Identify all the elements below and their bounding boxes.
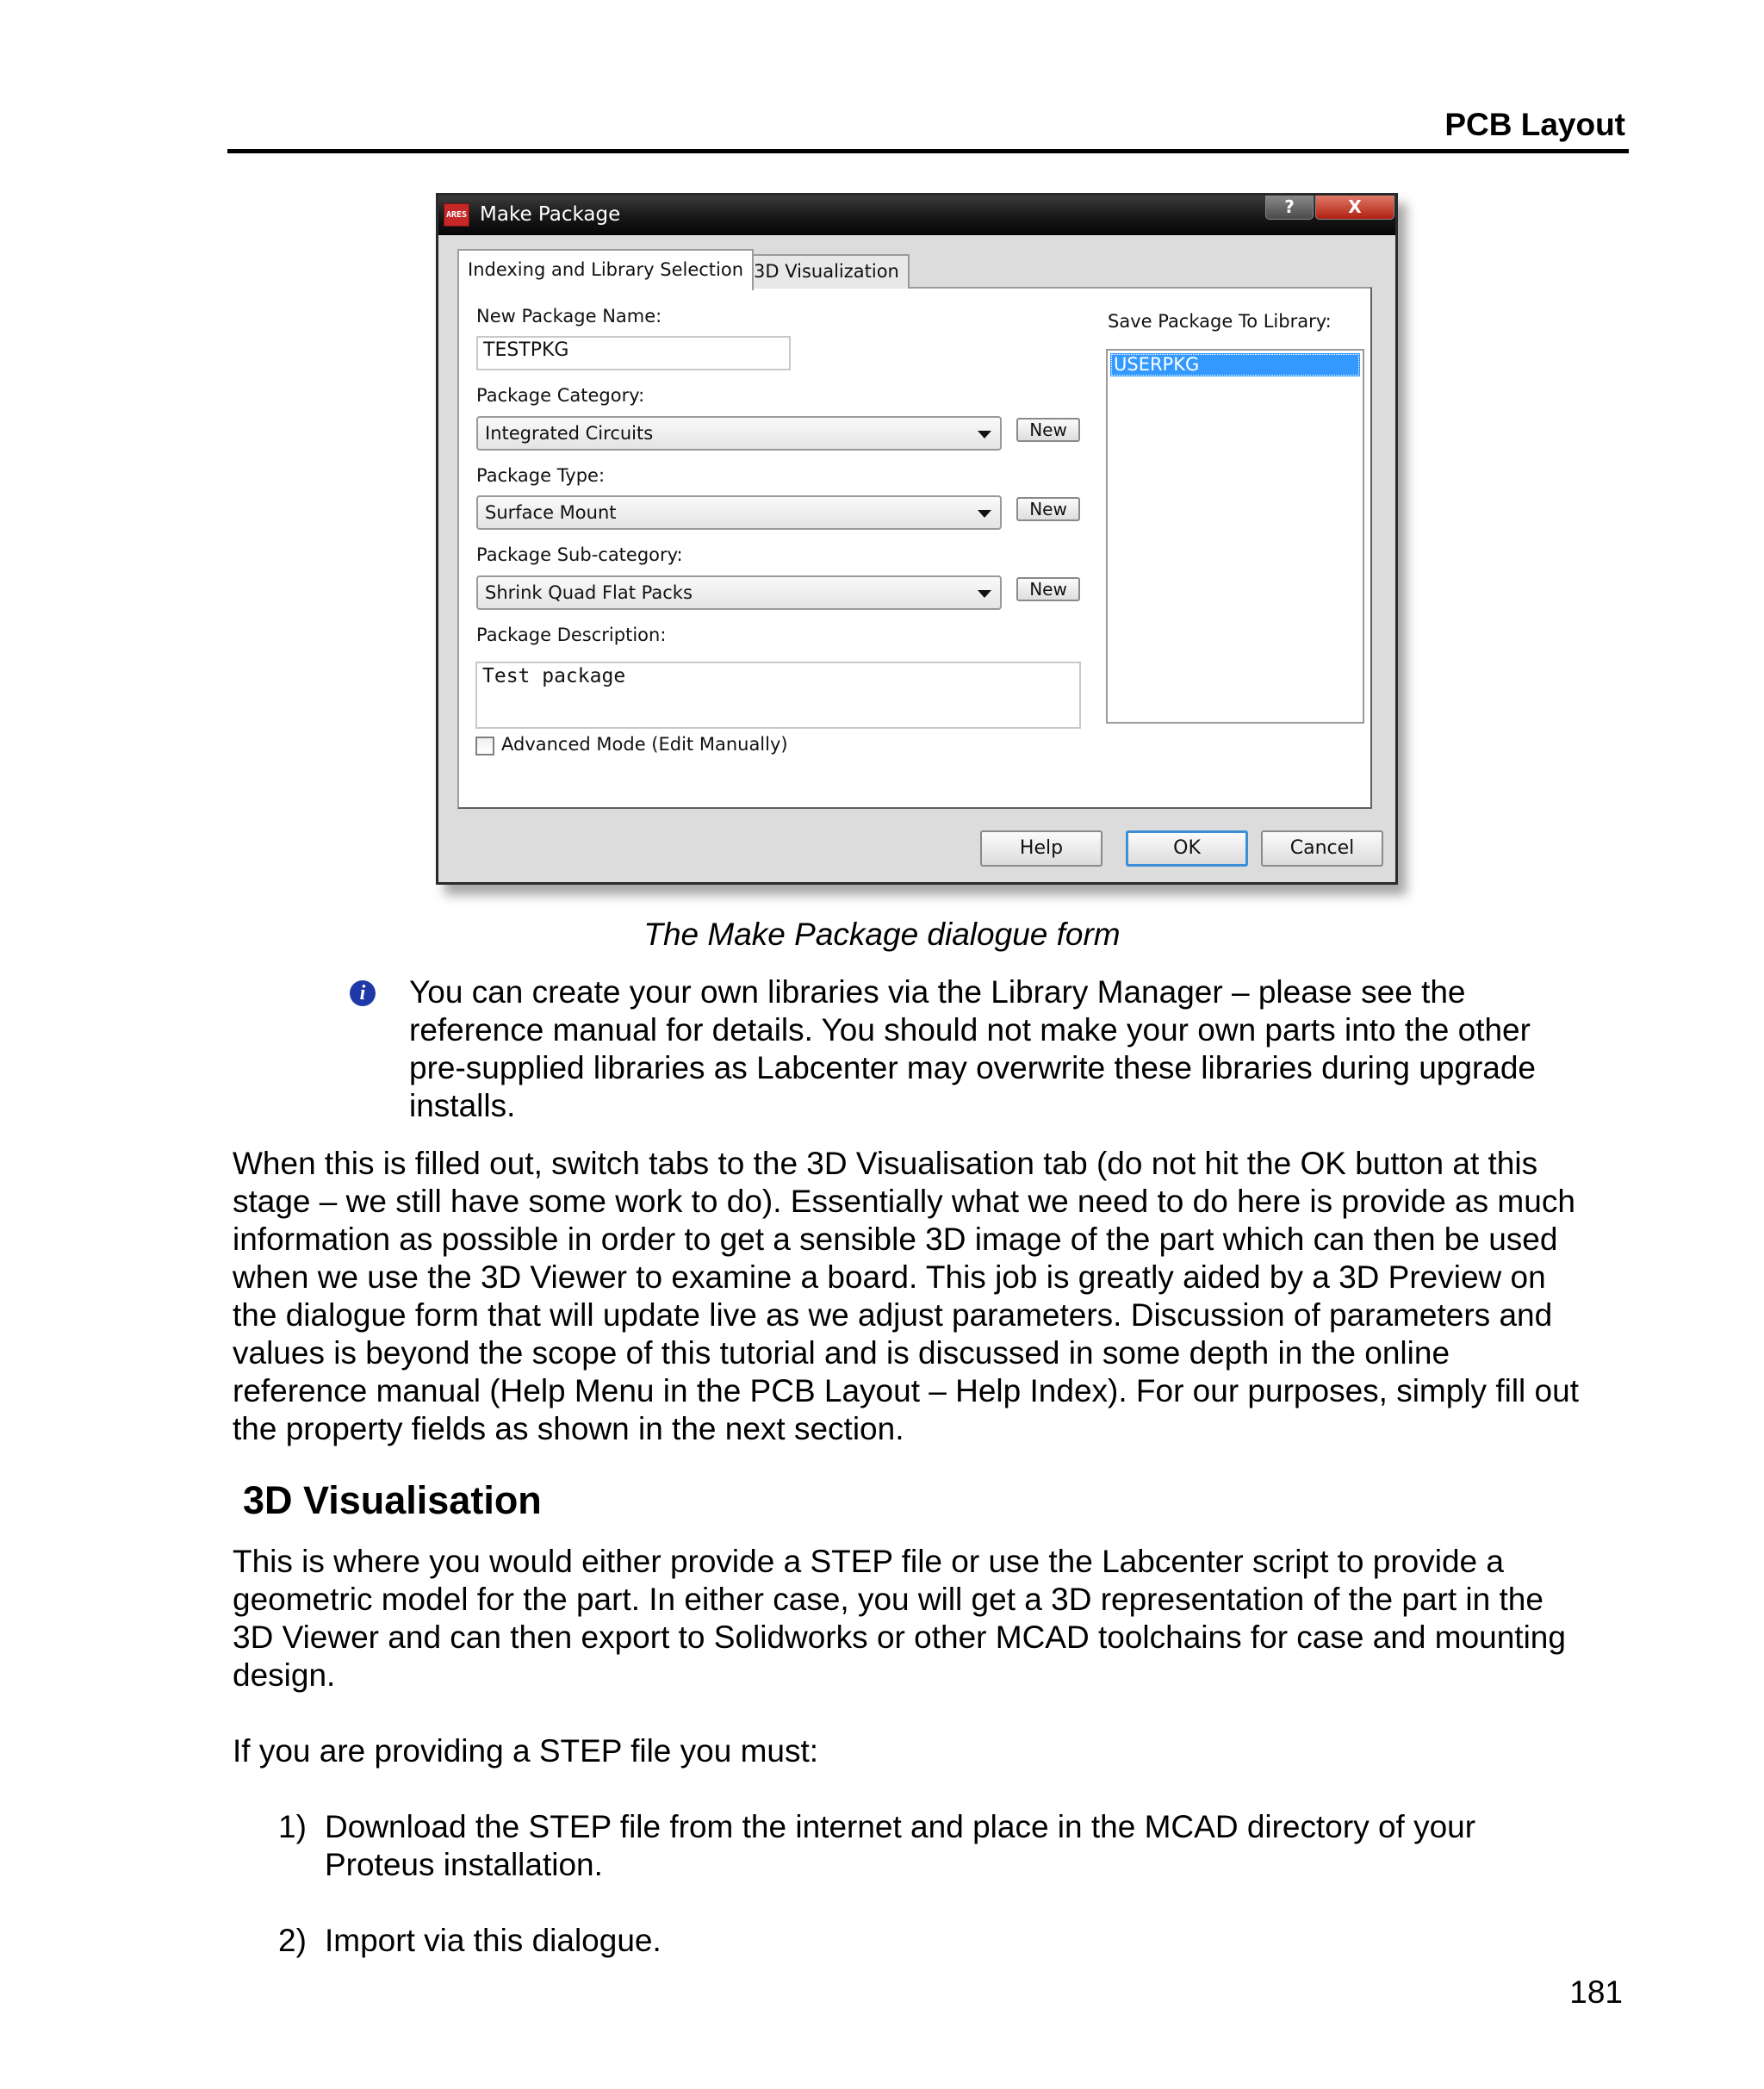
tab-3d-visualization[interactable]: 3D Visualization <box>743 254 910 289</box>
page-number: 181 <box>1569 1974 1623 2010</box>
text-line: reference manual for details. You should not make your own parts into the other <box>409 1012 1531 1048</box>
text-line: installs. <box>409 1088 516 1123</box>
text-line: 3D Viewer and can then export to Solidworks or other MCAD toolchains for case and mounting <box>233 1620 1566 1655</box>
text-line: the property fields as shown in the next section. <box>233 1411 904 1446</box>
section-heading: 3D Visualisation <box>243 1478 542 1522</box>
tab-indexing-library[interactable]: Indexing and Library Selection <box>457 249 754 290</box>
package-category-value: Integrated Circuits <box>485 423 654 444</box>
package-description-label: Package Description: <box>476 625 667 645</box>
text-line: when we use the 3D Viewer to examine a board. This job is greatly aided by a 3D Preview on <box>233 1259 1546 1295</box>
advanced-mode-label: Advanced Mode (Edit Manually) <box>501 734 788 755</box>
save-to-library-label: Save Package To Library: <box>1108 311 1332 332</box>
new-category-button[interactable]: New <box>1016 418 1080 442</box>
running-header: PCB Layout <box>1444 107 1625 142</box>
package-type-select[interactable] <box>476 495 1002 530</box>
text-line: Import via this dialogue. <box>325 1923 662 1958</box>
body-paragraph <box>233 1543 1566 1694</box>
text-line: values is beyond the scope of this tutorial and is discussed in some depth in the online <box>233 1335 1450 1371</box>
new-package-name-label: New Package Name: <box>476 306 662 326</box>
text-line: Download the STEP file from the internet and place in the MCAD directory of your <box>325 1809 1476 1844</box>
package-subcategory-value: Shrink Quad Flat Packs <box>485 582 693 603</box>
text-line: stage – we still have some work to do). Essentially what we need to do here is provide as much <box>233 1184 1575 1219</box>
package-subcategory-label: Package Sub-category: <box>476 544 683 565</box>
list-item <box>325 1922 662 1960</box>
make-package-dialog <box>436 193 1398 885</box>
package-category-select[interactable] <box>476 416 1002 451</box>
text-line: When this is filled out, switch tabs to the 3D Visualisation tab (do not hit the OK button at this <box>233 1146 1538 1181</box>
package-description-input[interactable]: Test package <box>475 662 1081 729</box>
list-item <box>325 1808 1475 1884</box>
body-paragraph <box>233 1145 1579 1448</box>
help-button[interactable]: Help <box>980 830 1102 867</box>
package-type-value: Surface Mount <box>485 502 617 523</box>
titlebar-help-button[interactable]: ? <box>1265 196 1314 220</box>
library-listbox[interactable] <box>1106 349 1364 724</box>
advanced-mode-checkbox[interactable] <box>475 737 494 755</box>
note-text <box>409 973 1536 1125</box>
header-rule <box>227 149 1629 153</box>
chevron-down-icon <box>978 590 991 598</box>
body-paragraph: If you are providing a STEP file you must: <box>233 1733 819 1769</box>
package-type-label: Package Type: <box>476 465 606 486</box>
text-line: the dialogue form that will update live as we adjust parameters. Discussion of parameters and <box>233 1297 1553 1333</box>
figure-caption: The Make Package dialogue form <box>643 917 1121 952</box>
info-icon: i <box>350 980 376 1006</box>
titlebar-close-button[interactable]: X <box>1315 196 1394 220</box>
list-number: 1) <box>278 1809 307 1844</box>
cancel-button[interactable]: Cancel <box>1261 830 1383 867</box>
text-line: You can create your own libraries via the Library Manager – please see the <box>409 974 1466 1010</box>
new-type-button[interactable]: New <box>1016 497 1080 521</box>
text-line: reference manual (Help Menu in the PCB Layout – Help Index). For our purposes, simply fill out <box>233 1373 1579 1408</box>
new-subcategory-button[interactable]: New <box>1016 577 1080 601</box>
chevron-down-icon <box>978 510 991 518</box>
text-line: Proteus installation. <box>325 1847 603 1882</box>
text-line: This is where you would either provide a STEP file or use the Labcenter script to provide a <box>233 1544 1504 1579</box>
text-line: geometric model for the part. In either case, you will get a 3D representation of the part in the <box>233 1582 1544 1617</box>
dialog-titlebar <box>438 196 1395 235</box>
package-category-label: Package Category: <box>476 385 645 406</box>
dialog-title: Make Package <box>480 203 621 226</box>
package-subcategory-select[interactable] <box>476 575 1002 610</box>
ok-button[interactable]: OK <box>1126 830 1248 867</box>
chevron-down-icon <box>978 431 991 438</box>
text-line: design. <box>233 1657 336 1693</box>
list-number: 2) <box>278 1923 307 1958</box>
text-line: pre-supplied libraries as Labcenter may overwrite these libraries during upgrade <box>409 1050 1537 1085</box>
ares-app-icon: ARES <box>444 203 469 227</box>
text-line: information as possible in order to get a sensible 3D image of the part which can then be used <box>233 1222 1558 1257</box>
library-list-item[interactable]: USERPKG <box>1110 353 1360 376</box>
new-package-name-input[interactable]: TESTPKG <box>476 336 791 370</box>
